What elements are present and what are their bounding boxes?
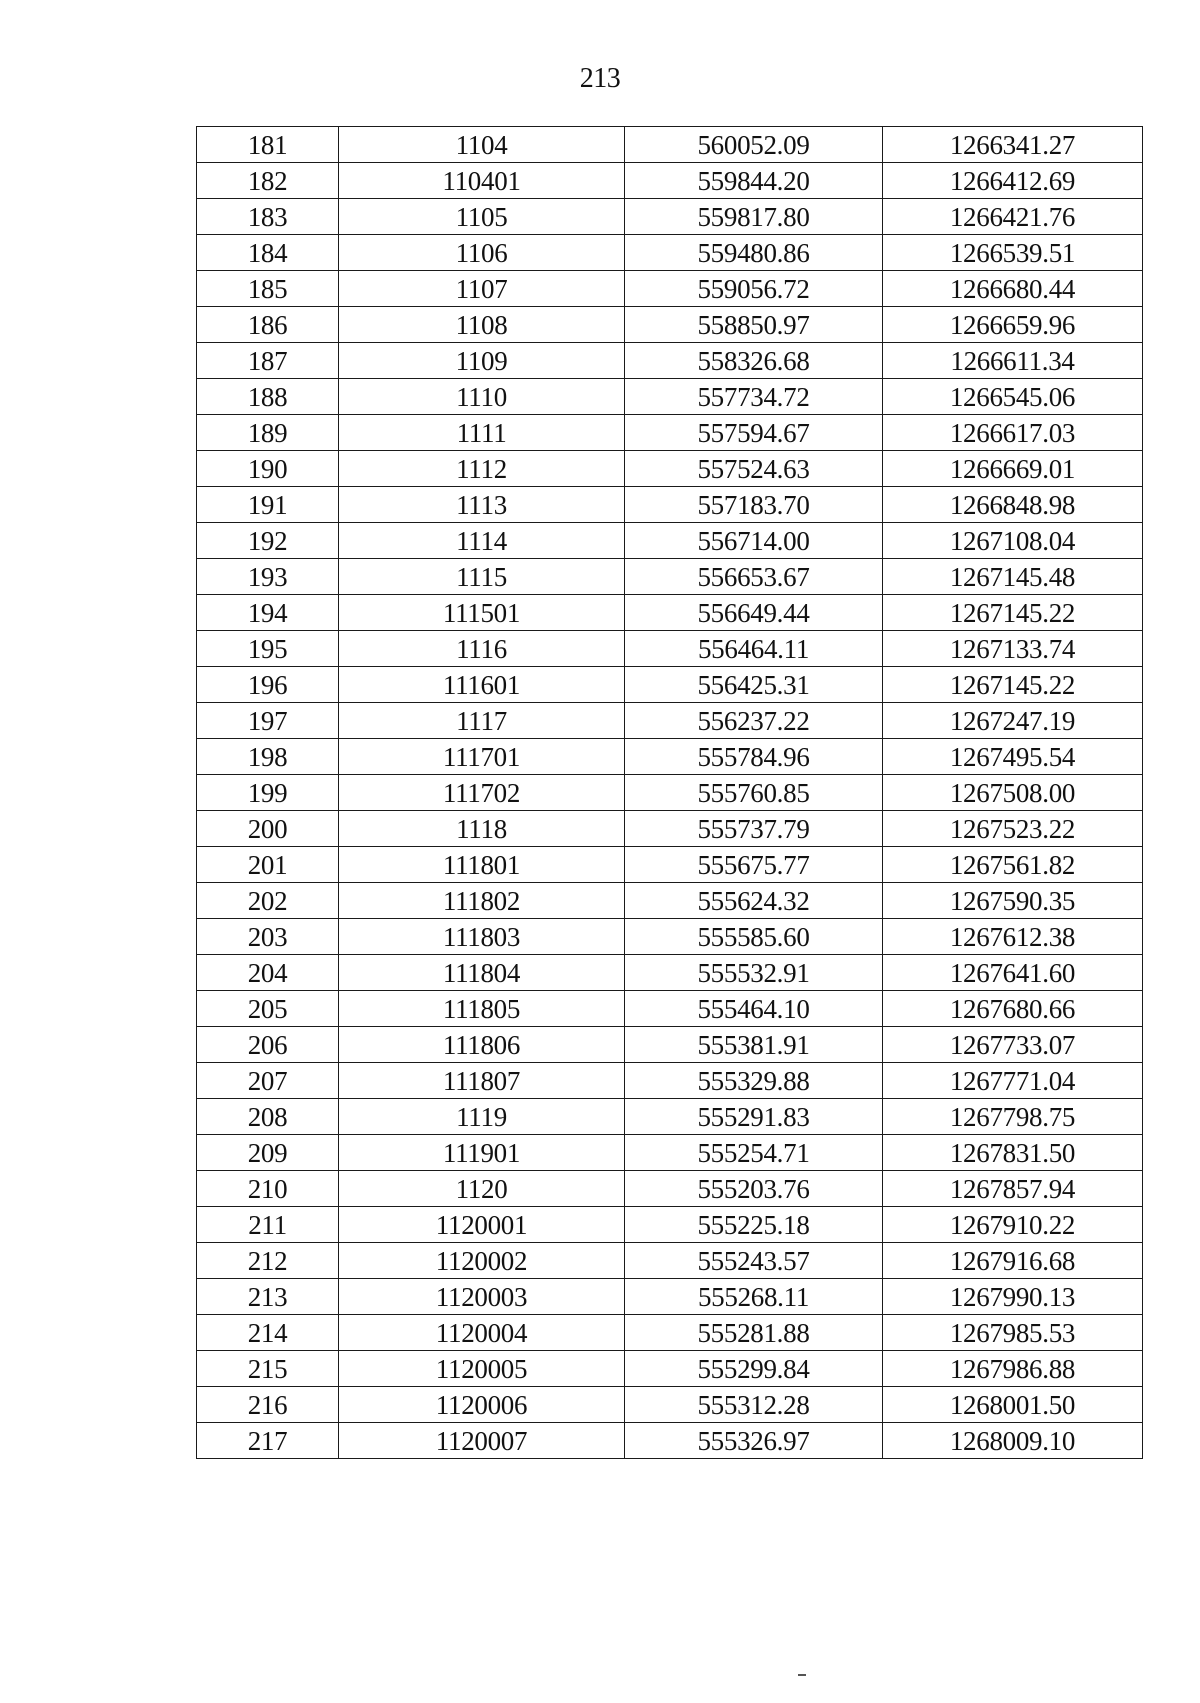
y-coordinate-cell: 1267495.54 — [883, 739, 1143, 775]
y-coordinate-cell: 1267641.60 — [883, 955, 1143, 991]
y-coordinate-cell: 1268009.10 — [883, 1423, 1143, 1459]
table-row — [197, 847, 1143, 883]
point-id-cell: 111601 — [339, 667, 625, 703]
y-coordinate-cell: 1267990.13 — [883, 1279, 1143, 1315]
table-row — [197, 559, 1143, 595]
y-coordinate-cell: 1266848.98 — [883, 487, 1143, 523]
x-coordinate-cell: 555299.84 — [625, 1351, 883, 1387]
point-id-cell: 111801 — [339, 847, 625, 883]
y-coordinate-cell: 1267145.22 — [883, 667, 1143, 703]
table-row — [197, 415, 1143, 451]
point-id-cell: 1115 — [339, 559, 625, 595]
point-id-cell: 1120006 — [339, 1387, 625, 1423]
x-coordinate-cell: 555585.60 — [625, 919, 883, 955]
point-id-cell: 1114 — [339, 523, 625, 559]
table-row — [197, 811, 1143, 847]
point-id-cell: 1120002 — [339, 1243, 625, 1279]
point-id-cell: 1120 — [339, 1171, 625, 1207]
row-number-cell: 208 — [197, 1099, 339, 1135]
y-coordinate-cell: 1268001.50 — [883, 1387, 1143, 1423]
point-id-cell: 1106 — [339, 235, 625, 271]
y-coordinate-cell: 1267145.22 — [883, 595, 1143, 631]
y-coordinate-cell: 1266669.01 — [883, 451, 1143, 487]
row-number-cell: 190 — [197, 451, 339, 487]
table-row — [197, 1243, 1143, 1279]
x-coordinate-cell: 556649.44 — [625, 595, 883, 631]
x-coordinate-cell: 555203.76 — [625, 1171, 883, 1207]
x-coordinate-cell: 557183.70 — [625, 487, 883, 523]
row-number-cell: 211 — [197, 1207, 339, 1243]
row-number-cell: 212 — [197, 1243, 339, 1279]
y-coordinate-cell: 1266412.69 — [883, 163, 1143, 199]
x-coordinate-cell: 555737.79 — [625, 811, 883, 847]
point-id-cell: 1107 — [339, 271, 625, 307]
row-number-cell: 182 — [197, 163, 339, 199]
row-number-cell: 196 — [197, 667, 339, 703]
x-coordinate-cell: 557524.63 — [625, 451, 883, 487]
x-coordinate-cell: 555532.91 — [625, 955, 883, 991]
row-number-cell: 206 — [197, 1027, 339, 1063]
row-number-cell: 216 — [197, 1387, 339, 1423]
row-number-cell: 197 — [197, 703, 339, 739]
y-coordinate-cell: 1267680.66 — [883, 991, 1143, 1027]
table-row — [197, 271, 1143, 307]
point-id-cell: 111901 — [339, 1135, 625, 1171]
x-coordinate-cell: 555225.18 — [625, 1207, 883, 1243]
y-coordinate-cell: 1266617.03 — [883, 415, 1143, 451]
x-coordinate-cell: 555243.57 — [625, 1243, 883, 1279]
table-row — [197, 631, 1143, 667]
y-coordinate-cell: 1267798.75 — [883, 1099, 1143, 1135]
x-coordinate-cell: 556425.31 — [625, 667, 883, 703]
point-id-cell: 1108 — [339, 307, 625, 343]
row-number-cell: 183 — [197, 199, 339, 235]
x-coordinate-cell: 555464.10 — [625, 991, 883, 1027]
x-coordinate-cell: 555326.97 — [625, 1423, 883, 1459]
x-coordinate-cell: 555268.11 — [625, 1279, 883, 1315]
x-coordinate-cell: 555381.91 — [625, 1027, 883, 1063]
y-coordinate-cell: 1266545.06 — [883, 379, 1143, 415]
point-id-cell: 111802 — [339, 883, 625, 919]
point-id-cell: 1120005 — [339, 1351, 625, 1387]
row-number-cell: 193 — [197, 559, 339, 595]
table-row — [197, 1135, 1143, 1171]
x-coordinate-cell: 559056.72 — [625, 271, 883, 307]
row-number-cell: 195 — [197, 631, 339, 667]
table-row — [197, 1027, 1143, 1063]
point-id-cell: 1118 — [339, 811, 625, 847]
table-row — [197, 1279, 1143, 1315]
point-id-cell: 1113 — [339, 487, 625, 523]
x-coordinate-cell: 555784.96 — [625, 739, 883, 775]
row-number-cell: 191 — [197, 487, 339, 523]
table-row — [197, 163, 1143, 199]
table-row — [197, 739, 1143, 775]
y-coordinate-cell: 1267916.68 — [883, 1243, 1143, 1279]
row-number-cell: 217 — [197, 1423, 339, 1459]
x-coordinate-cell: 556714.00 — [625, 523, 883, 559]
y-coordinate-cell: 1267857.94 — [883, 1171, 1143, 1207]
point-id-cell: 111501 — [339, 595, 625, 631]
row-number-cell: 215 — [197, 1351, 339, 1387]
y-coordinate-cell: 1267108.04 — [883, 523, 1143, 559]
table-row — [197, 1171, 1143, 1207]
x-coordinate-cell: 555675.77 — [625, 847, 883, 883]
table-row — [197, 343, 1143, 379]
x-coordinate-cell: 555760.85 — [625, 775, 883, 811]
point-id-cell: 111807 — [339, 1063, 625, 1099]
table-row — [197, 919, 1143, 955]
row-number-cell: 198 — [197, 739, 339, 775]
row-number-cell: 209 — [197, 1135, 339, 1171]
table-row — [197, 703, 1143, 739]
table-row — [197, 883, 1143, 919]
table-row — [197, 1207, 1143, 1243]
point-id-cell: 1104 — [339, 127, 625, 163]
row-number-cell: 203 — [197, 919, 339, 955]
x-coordinate-cell: 559480.86 — [625, 235, 883, 271]
point-id-cell: 111806 — [339, 1027, 625, 1063]
y-coordinate-cell: 1267986.88 — [883, 1351, 1143, 1387]
row-number-cell: 188 — [197, 379, 339, 415]
coordinates-table — [196, 126, 1143, 1459]
y-coordinate-cell: 1267985.53 — [883, 1315, 1143, 1351]
point-id-cell: 110401 — [339, 163, 625, 199]
x-coordinate-cell: 555624.32 — [625, 883, 883, 919]
point-id-cell: 111702 — [339, 775, 625, 811]
y-coordinate-cell: 1267612.38 — [883, 919, 1143, 955]
point-id-cell: 1120007 — [339, 1423, 625, 1459]
y-coordinate-cell: 1266421.76 — [883, 199, 1143, 235]
point-id-cell: 1120001 — [339, 1207, 625, 1243]
y-coordinate-cell: 1267508.00 — [883, 775, 1143, 811]
point-id-cell: 1116 — [339, 631, 625, 667]
point-id-cell: 1111 — [339, 415, 625, 451]
point-id-cell: 1110 — [339, 379, 625, 415]
row-number-cell: 201 — [197, 847, 339, 883]
row-number-cell: 214 — [197, 1315, 339, 1351]
row-number-cell: 207 — [197, 1063, 339, 1099]
point-id-cell: 1105 — [339, 199, 625, 235]
x-coordinate-cell: 556653.67 — [625, 559, 883, 595]
table-row — [197, 1387, 1143, 1423]
point-id-cell: 1119 — [339, 1099, 625, 1135]
y-coordinate-cell: 1267831.50 — [883, 1135, 1143, 1171]
x-coordinate-cell: 558850.97 — [625, 307, 883, 343]
x-coordinate-cell: 555281.88 — [625, 1315, 883, 1351]
x-coordinate-cell: 559817.80 — [625, 199, 883, 235]
x-coordinate-cell: 555312.28 — [625, 1387, 883, 1423]
table-row — [197, 451, 1143, 487]
row-number-cell: 186 — [197, 307, 339, 343]
table-row — [197, 307, 1143, 343]
x-coordinate-cell: 558326.68 — [625, 343, 883, 379]
row-number-cell: 192 — [197, 523, 339, 559]
table-row — [197, 1423, 1143, 1459]
table-row — [197, 523, 1143, 559]
table-row — [197, 199, 1143, 235]
x-coordinate-cell: 555329.88 — [625, 1063, 883, 1099]
x-coordinate-cell: 555254.71 — [625, 1135, 883, 1171]
point-id-cell: 1112 — [339, 451, 625, 487]
table-row — [197, 379, 1143, 415]
scan-mark — [798, 1674, 806, 1676]
x-coordinate-cell: 555291.83 — [625, 1099, 883, 1135]
table-row — [197, 595, 1143, 631]
row-number-cell: 210 — [197, 1171, 339, 1207]
y-coordinate-cell: 1267145.48 — [883, 559, 1143, 595]
y-coordinate-cell: 1267590.35 — [883, 883, 1143, 919]
row-number-cell: 199 — [197, 775, 339, 811]
row-number-cell: 204 — [197, 955, 339, 991]
x-coordinate-cell: 559844.20 — [625, 163, 883, 199]
point-id-cell: 111804 — [339, 955, 625, 991]
y-coordinate-cell: 1266659.96 — [883, 307, 1143, 343]
page-number: 213 — [579, 63, 621, 94]
point-id-cell: 111803 — [339, 919, 625, 955]
point-id-cell: 1120003 — [339, 1279, 625, 1315]
row-number-cell: 213 — [197, 1279, 339, 1315]
point-id-cell: 1109 — [339, 343, 625, 379]
x-coordinate-cell: 557734.72 — [625, 379, 883, 415]
y-coordinate-cell: 1267523.22 — [883, 811, 1143, 847]
point-id-cell: 1117 — [339, 703, 625, 739]
row-number-cell: 189 — [197, 415, 339, 451]
y-coordinate-cell: 1267771.04 — [883, 1063, 1143, 1099]
x-coordinate-cell: 557594.67 — [625, 415, 883, 451]
table-row — [197, 667, 1143, 703]
table-row — [197, 127, 1143, 163]
y-coordinate-cell: 1267733.07 — [883, 1027, 1143, 1063]
table-row — [197, 487, 1143, 523]
table-row — [197, 775, 1143, 811]
row-number-cell: 200 — [197, 811, 339, 847]
y-coordinate-cell: 1266680.44 — [883, 271, 1143, 307]
y-coordinate-cell: 1267561.82 — [883, 847, 1143, 883]
row-number-cell: 187 — [197, 343, 339, 379]
y-coordinate-cell: 1266611.34 — [883, 343, 1143, 379]
y-coordinate-cell: 1267133.74 — [883, 631, 1143, 667]
table-row — [197, 991, 1143, 1027]
table-row — [197, 1351, 1143, 1387]
table-row — [197, 1315, 1143, 1351]
table-row — [197, 1099, 1143, 1135]
point-id-cell: 111701 — [339, 739, 625, 775]
row-number-cell: 194 — [197, 595, 339, 631]
table-row — [197, 1063, 1143, 1099]
x-coordinate-cell: 556237.22 — [625, 703, 883, 739]
y-coordinate-cell: 1267910.22 — [883, 1207, 1143, 1243]
row-number-cell: 181 — [197, 127, 339, 163]
row-number-cell: 205 — [197, 991, 339, 1027]
y-coordinate-cell: 1266341.27 — [883, 127, 1143, 163]
y-coordinate-cell: 1266539.51 — [883, 235, 1143, 271]
point-id-cell: 111805 — [339, 991, 625, 1027]
table-row — [197, 955, 1143, 991]
coordinates-table-body — [197, 127, 1143, 1459]
row-number-cell: 184 — [197, 235, 339, 271]
x-coordinate-cell: 556464.11 — [625, 631, 883, 667]
x-coordinate-cell: 560052.09 — [625, 127, 883, 163]
table-row — [197, 235, 1143, 271]
y-coordinate-cell: 1267247.19 — [883, 703, 1143, 739]
row-number-cell: 185 — [197, 271, 339, 307]
row-number-cell: 202 — [197, 883, 339, 919]
point-id-cell: 1120004 — [339, 1315, 625, 1351]
